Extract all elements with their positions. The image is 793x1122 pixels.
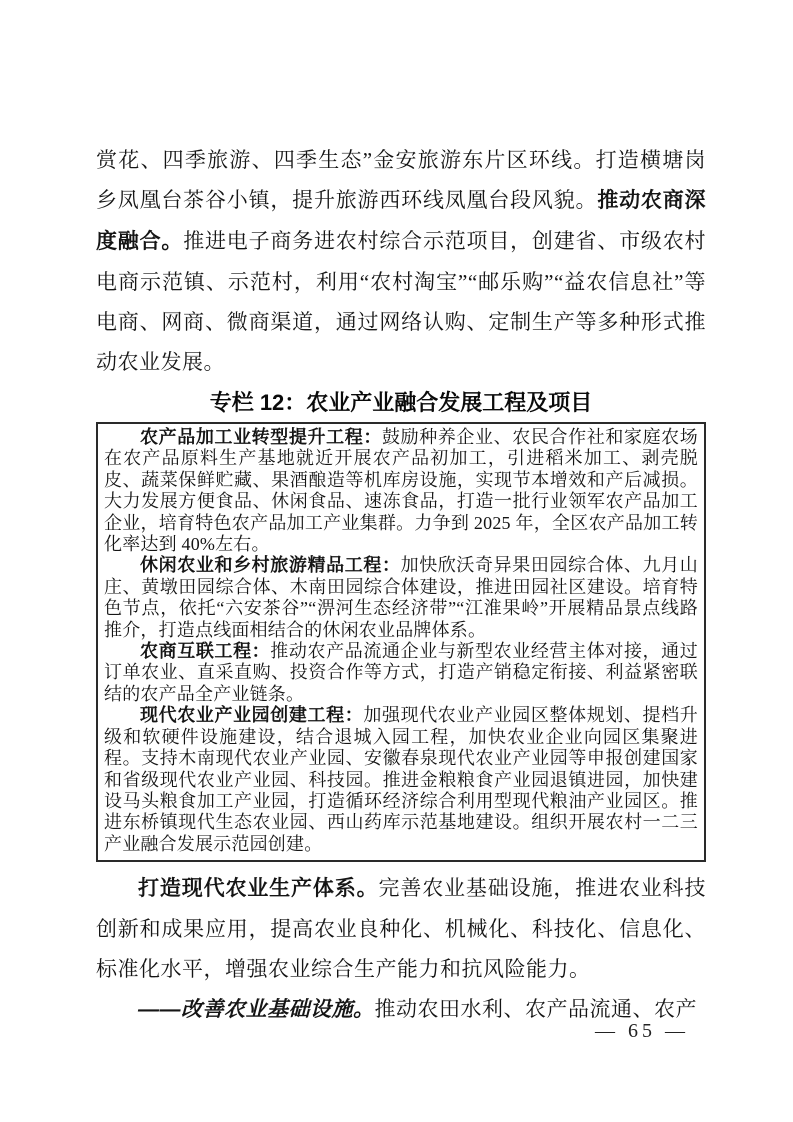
paragraph-text: 完善农业基础设施，推进农业科技创新和成果应用，提高农业良种化、机械化、科技化、信息化、标准化水平，增强农业综合生产能力和抗风险能力。: [96, 876, 707, 982]
paragraph-text: 推进电子商务进农村综合示范项目，创建省、市级农村电商示范镇、示范村，利用“农村淘宝”“邮乐购”“益农信息社”等电商、网商、微商渠道，通过网络认购、定制生产等多种形式推动农业发展。: [96, 229, 707, 374]
box-item-lead: 农产品加工业转型提升工程：: [140, 427, 382, 447]
feature-box-column-12: [96, 422, 706, 862]
box-item-processing-upgrade: [104, 427, 698, 555]
box-item-lead: 现代农业产业园创建工程：: [140, 705, 364, 726]
box-item-body: 鼓励种养企业、农民合作社和家庭农场在农产品原料生产基地就近开展农产品初加工，引进稻米加工、剥壳脱皮、蔬菜保鲜贮藏、果酒酿造等机库房设施，实现节本增效和产后减损。大力发展方便食品、休闲食品、速冻食品，打造一批行业领军农产品加工企业，培育特色农产品加工产业集群。力争到 2025 年，全区农产品加工转化率达到 40%左右。: [104, 427, 698, 555]
box-item-lead: 休闲农业和乡村旅游精品工程：: [140, 555, 401, 576]
paragraph-text: 赏花、四季旅游、四季生态”金安旅游东片区环线。打造横塘岗乡凤凰台茶谷小镇，提升旅游西环线凤凰台段风貌。: [96, 148, 706, 212]
box-item-body: 加快欣沃奇异果田园综合体、九月山庄、黄墩田园综合体、木南田园综合体建设，推进田园社区建设。培育特色节点，依托“六安茶谷”“淠河生态经济带”“江淮果岭”开展精品景点线路推介，打造点线面相结合的休闲农业品牌体系。: [104, 555, 698, 640]
page-content: [96, 140, 706, 1030]
paragraph-agri-commerce: [96, 140, 706, 382]
feature-box-title: 专栏 12：农业产业融合发展工程及项目: [209, 390, 593, 415]
box-item-lead: 农商互联工程：: [140, 641, 271, 662]
box-item-body: 推动农产品流通企业与新型农业经营主体对接，通过订单农业、直采直购、投资合作等方式，打造产销稳定衔接、利益紧密联结的农产品全产业链条。: [104, 641, 698, 704]
box-item-agri-commerce-link: [104, 641, 698, 705]
bold-phrase-improve-infrastructure: ——改善农业基础设施。: [138, 998, 375, 1022]
box-item-body: 加强现代农业产业园区整体规划、提档升级和软硬件设施建设，结合退城入园工程，加快农业企业向园区集聚进程。支持木南现代农业产业园、安徽春泉现代农业产业园等申报创建国家和省级现代农业产业园、科技园。推进金粮粮食产业园退镇进园，加快建设马头粮食加工产业园，打造循环经济综合利用型现代粮油产业园区。推进东桥镇现代生态农业园、西山药库示范基地建设。组织开展农村一二三产业融合发展示范园创建。: [104, 705, 698, 854]
paragraph-production-system: [96, 868, 706, 989]
paragraph-text: 推动农田水利、农产品流通、农产: [374, 997, 697, 1022]
box-item-modern-agri-park: [104, 705, 698, 855]
page-number: — 65 —: [595, 1020, 689, 1042]
bold-phrase-production-system: 打造现代农业生产体系。: [138, 877, 379, 901]
bold-phrase-nongshang-fusion: 推动农商深度融合。: [96, 189, 707, 253]
box-item-leisure-tourism: [104, 555, 698, 641]
